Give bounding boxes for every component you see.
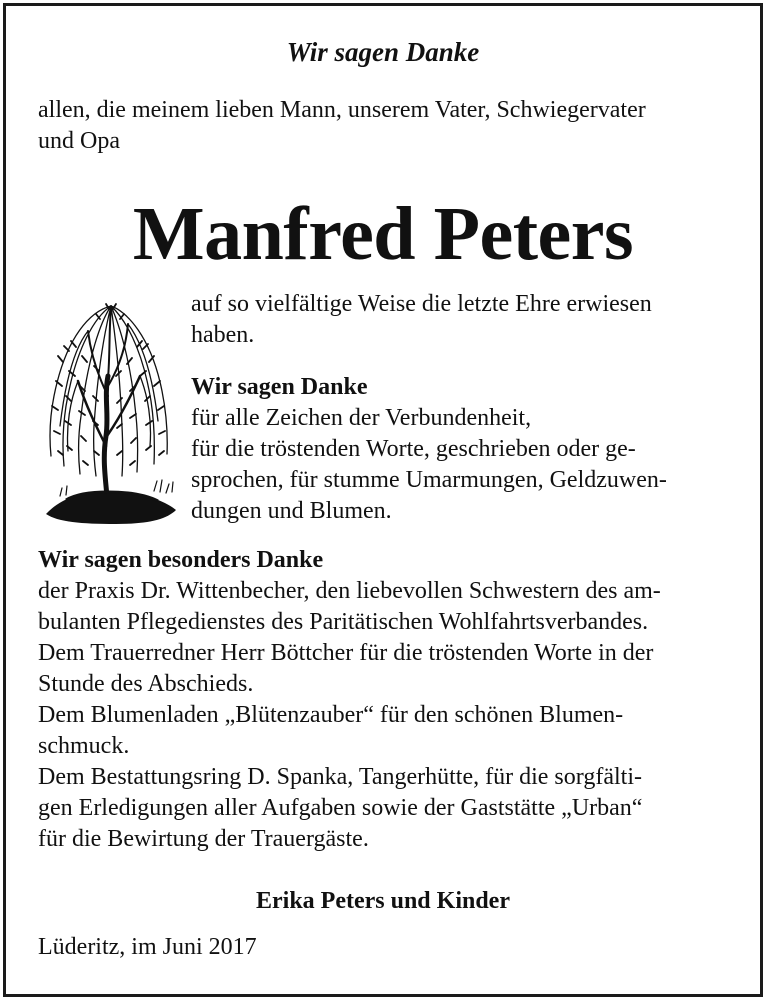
special-thanks-section bbox=[38, 545, 734, 855]
special-thanks-line: schmuck. bbox=[38, 733, 130, 759]
weeping-willow-icon bbox=[36, 286, 186, 526]
honor-line: auf so vielfältige Weise die letzte Ehre erwiesen bbox=[191, 291, 652, 317]
special-thanks-heading: Wir sagen besonders Danke bbox=[38, 547, 324, 573]
obituary-notice bbox=[3, 3, 763, 997]
intro-text bbox=[38, 95, 734, 157]
special-thanks-line: Dem Bestattungsring D. Spanka, Tangerhütte, für die sorgfälti- bbox=[38, 764, 642, 790]
special-thanks-line: gen Erledigungen aller Aufgaben sowie der Gaststätte „Urban“ bbox=[38, 795, 643, 821]
thanks-heading: Wir sagen Danke bbox=[191, 374, 368, 400]
honor-text bbox=[191, 289, 734, 351]
place-date: Lüderitz, im Juni 2017 bbox=[38, 934, 257, 960]
intro-line: und Opa bbox=[38, 128, 120, 154]
thanks-line: für die tröstenden Worte, geschrieben oder ge- bbox=[191, 436, 636, 462]
special-thanks-line: Stunde des Abschieds. bbox=[38, 671, 254, 697]
thanks-line: sprochen, für stumme Umarmungen, Geldzuwen- bbox=[191, 467, 667, 493]
thanks-section bbox=[191, 372, 734, 527]
honor-line: haben. bbox=[191, 322, 255, 348]
special-thanks-line: für die Bewirtung der Trauergäste. bbox=[38, 826, 369, 852]
special-thanks-line: Dem Blumenladen „Blütenzauber“ für den schönen Blumen- bbox=[38, 702, 624, 728]
deceased-name: Manfred Peters bbox=[132, 192, 634, 276]
headline: Wir sagen Danke bbox=[286, 37, 480, 67]
thanks-line: für alle Zeichen der Verbundenheit, bbox=[191, 405, 532, 431]
special-thanks-line: bulanten Pflegedienstes des Paritätischen Wohlfahrtsverbandes. bbox=[38, 609, 649, 635]
special-thanks-line: der Praxis Dr. Wittenbecher, den liebevollen Schwestern des am- bbox=[38, 578, 661, 604]
thanks-line: dungen und Blumen. bbox=[191, 498, 392, 524]
intro-line: allen, die meinem lieben Mann, unserem Vater, Schwiegervater bbox=[38, 97, 646, 123]
special-thanks-line: Dem Trauerredner Herr Böttcher für die tröstenden Worte in der bbox=[38, 640, 654, 666]
signature: Erika Peters und Kinder bbox=[255, 888, 510, 914]
